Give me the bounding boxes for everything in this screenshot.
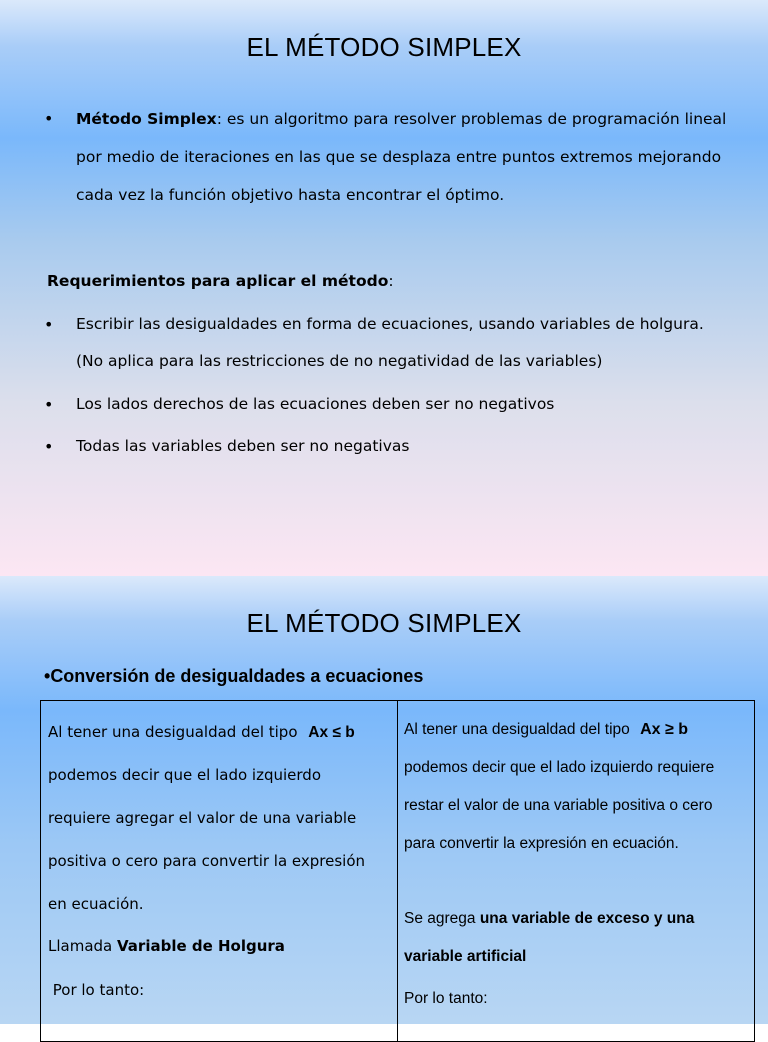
intro-line-1: Método Simplex: es un algoritmo para resolver problemas de programación lineal <box>76 110 727 128</box>
cell-line: variable artificial <box>404 948 527 965</box>
comparison-table <box>40 700 755 1042</box>
bullet: • <box>44 315 54 334</box>
requirement-1-line-1: Escribir las desigualdades en forma de ecuaciones, usando variables de holgura. <box>76 315 704 333</box>
table-cell-less-equal <box>41 701 398 1041</box>
term-metodo-simplex: Método Simplex <box>76 110 217 128</box>
subheading: •Conversión de desigualdades a ecuaciones <box>44 666 424 686</box>
cell-line: restar el valor de una variable positiva o cero <box>404 797 713 814</box>
slide-title: EL MÉTODO SIMPLEX <box>246 608 522 638</box>
cell-line: podemos decir que el lado izquierdo <box>48 766 322 784</box>
bullet: • <box>44 437 54 456</box>
slide-title: EL MÉTODO SIMPLEX <box>246 32 522 62</box>
cell-line: Al tener una desigualdad del tipo Ax ≤ b <box>48 723 355 741</box>
bullet: • <box>44 395 54 414</box>
intro-line-3: cada vez la función objetivo hasta encontrar el óptimo. <box>76 186 505 204</box>
bullet: • <box>44 109 54 128</box>
cell-line: para convertir la expresión en ecuación. <box>404 835 679 852</box>
intro-line-2: por medio de iteraciones en las que se desplaza entre puntos extremos mejorando <box>76 148 722 166</box>
cell-line: Por lo tanto: <box>404 990 488 1007</box>
cell-line: en ecuación. <box>48 895 144 913</box>
requirement-2: Los lados derechos de las ecuaciones deben ser no negativos <box>76 395 555 413</box>
requirement-1-line-2: (No aplica para las restricciones de no negatividad de las variables) <box>76 352 603 370</box>
table-cell-greater-equal <box>398 701 754 1041</box>
cell-line: positiva o cero para convertir la expresión <box>48 852 366 870</box>
cell-line: Por lo tanto: <box>48 981 145 999</box>
cell-line: Llamada Variable de Holgura <box>48 937 285 955</box>
cell-line: requiere agregar el valor de una variable <box>48 809 357 827</box>
requirement-3: Todas las variables deben ser no negativas <box>76 437 410 455</box>
cell-line: Se agrega una variable de exceso y una <box>404 910 695 927</box>
cell-line: podemos decir que el lado izquierdo requiere <box>404 759 715 776</box>
cell-line: Al tener una desigualdad del tipo Ax ≥ b <box>404 721 688 738</box>
requirements-heading: Requerimientos para aplicar el método: <box>47 272 394 290</box>
